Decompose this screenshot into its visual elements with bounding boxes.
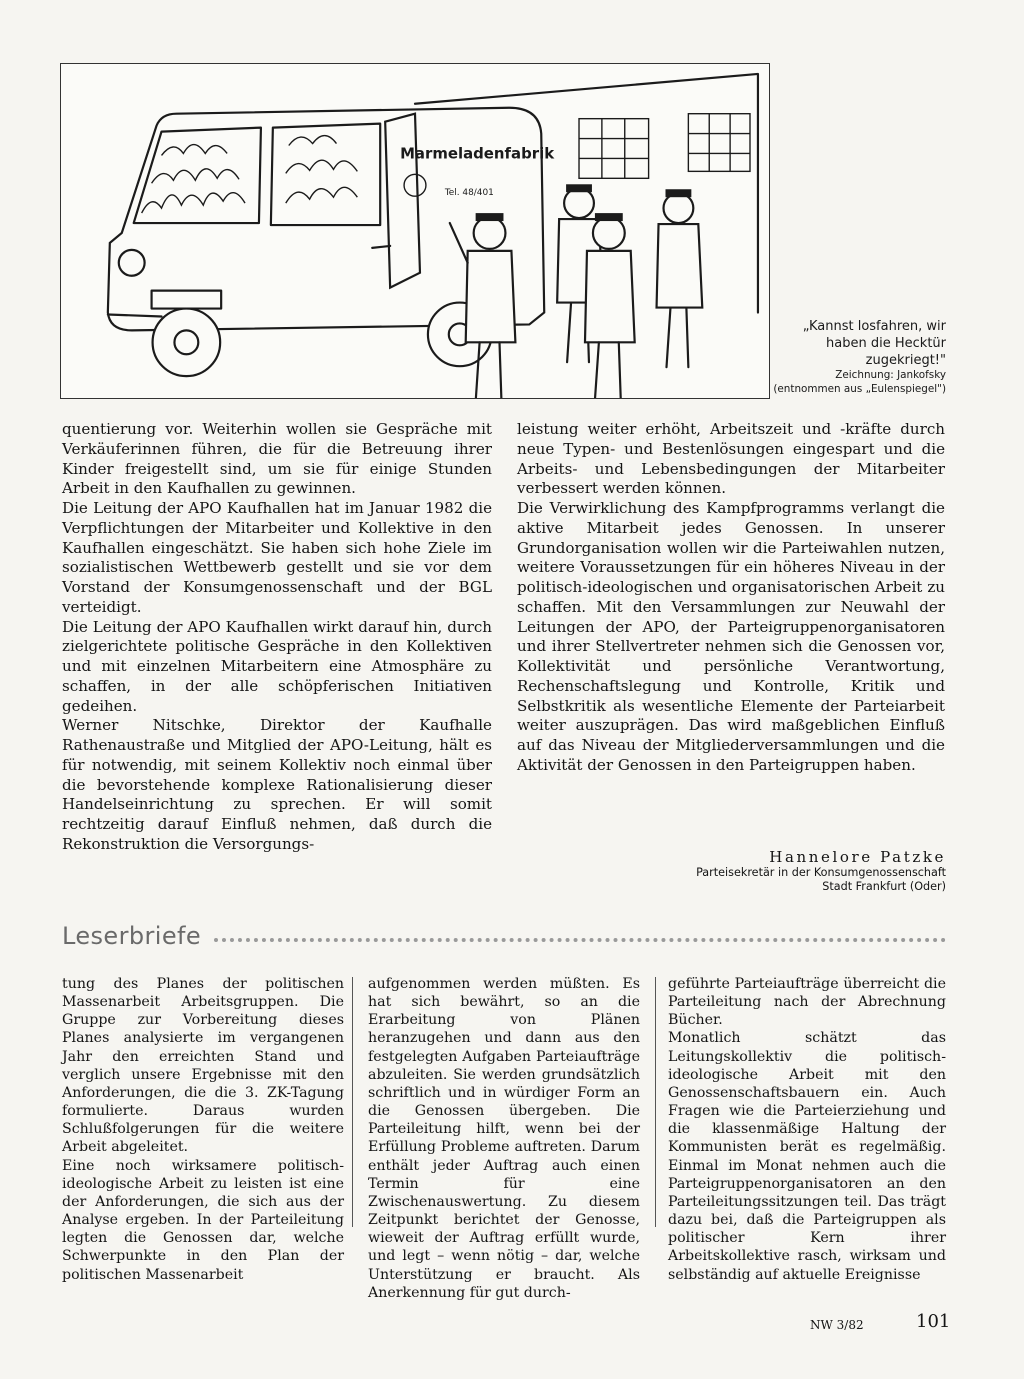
van-sign-text: Marmeladenfabrik xyxy=(400,144,555,163)
caption-source: (entnommen aus „Eulenspiegel") xyxy=(773,382,946,395)
van-phone-text: Tel. 48/401 xyxy=(444,188,494,199)
article-paragraph: Die Verwirklichung des Kampfprogramms verlangt die aktive Mitarbeit jedes Genossen. In unserer Grundorganisation wollen wir die Parteiwahlen nutzen, weitere Voraussetzungen für ein höheres Niveau in der politisch-ideologischen und organisatorischen Arbeit zu schaffen. Mit den Versammlungen zur Neuwahl der Leitungen der APO, der Parteigruppenorganisatoren und ihrer Stellvertreter nehmen sich die Genossen vor, Kollektivität und persönliche Verantwortung, Rechenschaftslegung und Kontrolle, Kritik und Selbstkritik als wesentliche Elemente der Parteiarbeit weiter auszuprägen. Das wird maßgeblichen Einfluß auf das Niveau der Mitgliederversammlungen und die Aktivität der Genossen in den Parteigruppen haben. xyxy=(517,499,945,774)
author-role xyxy=(600,866,946,894)
article-paragraph: quentierung vor. Weiterhin wollen sie Gespräche mit Verkäuferinnen führen, die für die Betreuung ihrer Kinder freigestellt sind, um sie für einige Stunden Arbeit in den Kaufhallen zu gewinnen. xyxy=(62,420,492,498)
article-paragraph: Die Leitung der APO Kaufhallen wirkt darauf hin, durch zielgerichtete politische Gespräche in den Kollektiven und mit einzelnen Mitarbeitern eine Atmosphäre zu schaffen, in der alle schöpferischen Initiativen gedeihen. xyxy=(62,617,492,715)
van-door xyxy=(385,114,420,288)
letters-column-3 xyxy=(668,975,946,1284)
letters-paragraph: geführte Parteiaufträge überreicht die Parteileitung nach der Abrechnung Bücher. xyxy=(668,976,946,1029)
author-role-line: Parteisekretär in der Konsumgenossenschaft xyxy=(696,866,946,879)
author-role-line: Stadt Frankfurt (Oder) xyxy=(822,880,946,893)
letters-paragraph: Eine noch wirksamere politisch-ideologische Arbeit zu leisten ist eine der Anforderungen, die sich aus der Analyse ergeben. In der Parteileitung legten die Genossen dar, welche Schwerpunkte in den Plan der politischen Massenarbeit xyxy=(62,1157,344,1283)
section-heading: Leserbriefe xyxy=(62,922,202,950)
caption-quote: „Kannst losfahren, wir haben die Hecktür zugekriegt!" xyxy=(802,319,946,368)
author-signature xyxy=(600,848,946,894)
article-paragraph: leistung weiter erhöht, Arbeitszeit und -kräfte durch neue Typen- und Bestenlösungen eingespart und die Arbeits- und Lebensbedingungen der Mitarbeiter verbessert werden können. xyxy=(517,420,945,498)
letters-paragraph: Monatlich schätzt das Leitungskollektiv die politisch-ideologische Arbeit mit den Genossenschaftsbauern ein. Auch Fragen wie die Parteierziehung und die klassenmäßige Haltung der Kommunisten berät es regelmäßig. Einmal im Monat nehmen auch die Parteigruppenorganisatoren an den Parteileitungssitzungen teil. Das trägt dazu bei, daß die Parteigruppen als politischer Kern ihrer Arbeitskollektive rasch, wirksam und selbständig auf aktuelle Ereignisse xyxy=(668,1030,946,1283)
article-paragraph: Die Leitung der APO Kaufhallen hat im Januar 1982 die Verpflichtungen der Mitarbeiter und Kollektive in den Kaufhallen eingeschätzt. Sie haben sich hohe Ziele im sozialistischen Wettbewerb gestellt und sie vor dem Vorstand der Konsumgenossenschaft und der BGL verteidigt. xyxy=(62,499,492,616)
letters-column-2 xyxy=(368,975,640,1302)
cartoon-caption xyxy=(770,318,946,396)
letters-paragraph: tung des Planes der politischen Massenarbeit Arbeitsgruppen. Die Gruppe zur Vorbereitung dieses Planes analysierte im vergangenen Jahr den erreichten Stand und verglich unsere Ergebnisse mit den Anforderungen, die die 3. ZK-Tagung formulierte. Daraus wurden Schlußfolgerungen für die weitere Arbeit abgeleitet. xyxy=(62,976,344,1156)
author-name: Hannelore Patzke xyxy=(769,848,946,866)
people-group xyxy=(450,184,702,398)
column-divider xyxy=(352,977,353,1227)
issue-label: NW 3/82 xyxy=(810,1318,864,1332)
section-divider xyxy=(214,938,946,942)
article-paragraph: Werner Nitschke, Direktor der Kaufhalle Rathenaustraße und Mitglied der APO-Leitung, hält es für notwendig, mit seinem Kollektiv noch einmal über die bevorstehende komplexe Rationalisierung dieser Handelseinrichtung zu sprechen. Er will somit rechtzeitig darauf Einfluß nehmen, daß durch die Rekonstruktion die Versorgungs- xyxy=(62,716,492,853)
caption-credit: Zeichnung: Jankofsky xyxy=(835,369,946,381)
letters-column-1 xyxy=(62,975,344,1284)
column-divider xyxy=(655,977,656,1227)
building-windows xyxy=(579,114,750,179)
cartoon-drawing xyxy=(61,64,769,398)
letters-paragraph: aufgenommen werden müßten. Es hat sich bewährt, so an die Erarbeitung von Plänen heranzugehen und dann aus den festgelegten Aufgaben Parteiaufträge abzuleiten. Sie werden grundsätzlich schriftlich und in würdiger Form an die Genossen übergeben. Die Parteileitung hilft, wenn bei der Erfüllung Probleme auftreten. Darum enthält jeder Auftrag auch einen Termin für eine Zwischenauswertung. Zu diesem Zeitpunkt berichtet der Genosse, wieweit der Auftrag erfüllt wurde, und legt – wenn nötig – dar, welche Unterstützung er braucht. Als Anerkennung für gut durch- xyxy=(368,976,640,1301)
cartoon-illustration xyxy=(60,63,770,399)
article-column-left xyxy=(62,420,492,855)
article-column-right xyxy=(517,420,945,776)
page-number: 101 xyxy=(916,1311,951,1332)
